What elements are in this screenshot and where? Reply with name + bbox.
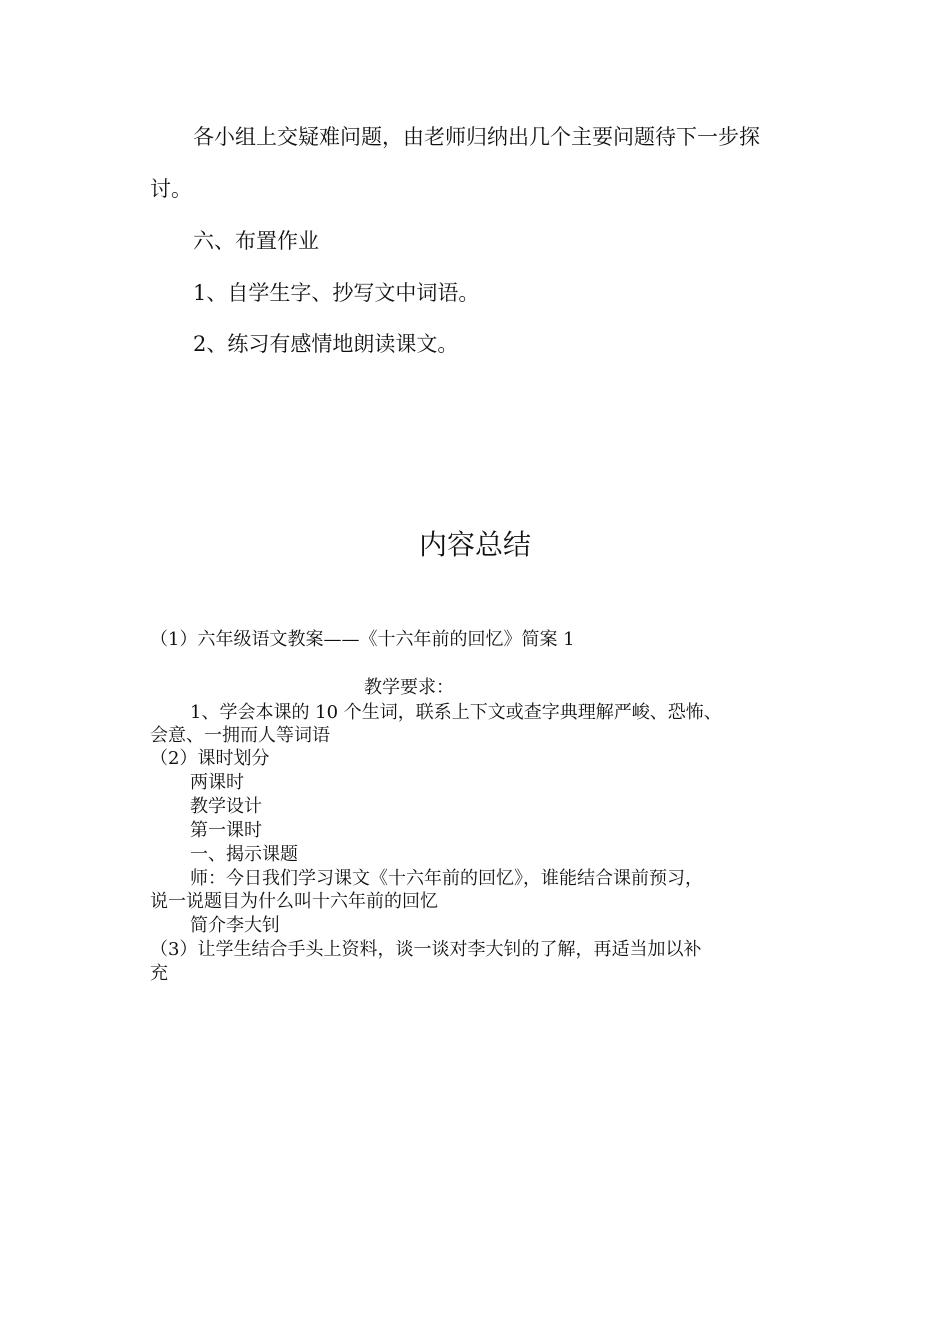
summary-line: 会意、一拥而人等词语 [150,725,330,746]
summary-line: 两课时 [190,772,244,793]
summary-line: 1、学会本课的 10 个生词，联系上下文或查字典理解严峻、恐怖、 [190,702,722,723]
summary-line: 第一课时 [190,820,262,841]
summary-line: 充 [150,963,168,984]
summary-line: 说一说题目为什么叫十六年前的回忆 [150,891,438,912]
summary-line: 师：今日我们学习课文《十六年前的回忆》，谁能结合课前预习， [190,868,703,889]
summary-line: 简介李大钊 [190,915,280,936]
summary-line: （3）让学生结合手头上资料，谈一谈对李大钊的了解，再适当加以补 [150,939,702,960]
summary-line: 教学设计 [190,796,262,817]
section-heading: 六、布置作业 [193,229,319,253]
homework-item: 1、自学生字、抄写文中词语。 [193,281,480,305]
paragraph-line: 各小组上交疑难问题，由老师归纳出几个主要问题待下一步探 [193,125,760,149]
summary-line: （2）课时划分 [150,748,270,769]
summary-line: （1）六年级语文教案——《十六年前的回忆》简案 1 [150,629,575,650]
summary-line: 一、揭示课题 [190,844,298,865]
homework-item: 2、练习有感情地朗读课文。 [193,332,459,356]
summary-title: 内容总结 [418,528,531,561]
summary-line: 教学要求： [364,677,454,698]
paragraph-line: 讨。 [150,177,192,201]
